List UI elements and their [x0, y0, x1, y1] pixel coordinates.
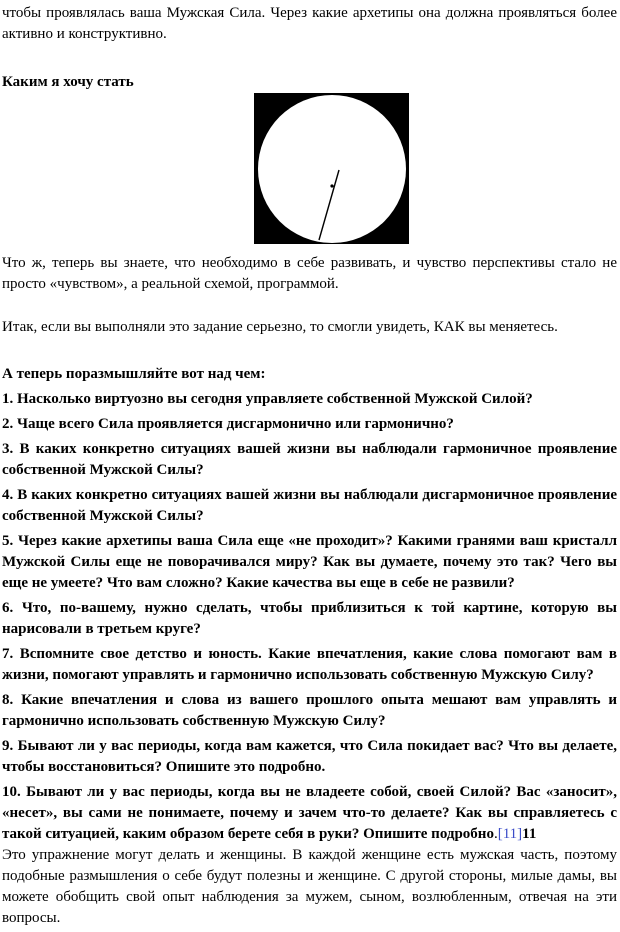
footnote-period: .: [493, 826, 498, 842]
question-7: 7. Вспомните свое детство и юность. Какие впечатления, какие слова помогают вам в жизни, помогают управлять и гармонично использовать собственную Мужскую Силу?: [2, 646, 617, 683]
intro-paragraph: чтобы проявлялась ваша Мужская Сила. Через какие архетипы она должна проявляться более активно и конструктивно.: [2, 5, 617, 42]
circle-clock-figure: [254, 93, 409, 244]
section-heading: Каким я хочу стать: [2, 74, 134, 90]
question-10: [2, 782, 617, 845]
paragraph-after-figure-1: Что ж, теперь вы знаете, что необходимо в себе развивать, и чувство перспективы стало не просто «чувством», а реальной схемой, программой.: [2, 255, 617, 292]
question-3: 3. В каких конкретно ситуациях вашей жизни вы наблюдали гармоничное проявление собственной Мужской Силы?: [2, 441, 617, 478]
question-6: 6. Что, по-вашему, нужно сделать, чтобы приблизиться к той картине, которую вы нарисовали в третьем круге?: [2, 600, 617, 637]
question-8: 8. Какие впечатления и слова из вашего прошлого опыта мешают вам управлять и гармонично использовать собственную Мужскую Силу?: [2, 692, 617, 729]
question-9: 9. Бывают ли у вас периоды, когда вам кажется, что Сила покидает вас? Что вы делаете, чтобы восстановиться? Опишите это подробно.: [2, 738, 617, 775]
question-2: 2. Чаще всего Сила проявляется дисгармонично или гармонично?: [2, 416, 454, 432]
closing-paragraph: Это упражнение могут делать и женщины. В каждой женщине есть мужская часть, поэтому подобные размышления о себе будут полезны и женщине. С другой стороны, милые дамы, вы можете обобщить свой опыт наблюдения за мужем, сыном, возлюбленным, отвечая на эти вопросы.: [2, 847, 617, 926]
question-5: 5. Через какие архетипы ваша Сила еще «не проходит»? Какими гранями ваш кристалл Мужской Силы еще не поворачивался миру? Как вы думаете, почему это так? Чего вы еще не умеете? Что вам сложно? Какие качества вы еще в себе не развили?: [2, 533, 617, 591]
question-10-text: 10. Бывают ли у вас периоды, когда вы не владеете собой, своей Силой? Вас «заносит», «несет», вы сами не понимаете, почему и зачем что-то делаете? Как вы справляетесь с такой ситуацией, каким образом берете себя в руки? Опишите подробно: [2, 784, 617, 842]
footnote-link[interactable]: [11]: [497, 826, 523, 842]
question-1: 1. Насколько виртуозно вы сегодня управляете собственной Мужской Силой?: [2, 391, 533, 407]
footnote-number: 11: [522, 826, 537, 842]
question-4: 4. В каких конкретно ситуациях вашей жизни вы наблюдали дисгармоничное проявление собственной Мужской Силы?: [2, 487, 617, 524]
paragraph-after-figure-2: Итак, если вы выполняли это задание серьезно, то смогли увидеть, КАК вы меняетесь.: [2, 319, 558, 335]
figure-container: [2, 93, 617, 244]
questions-heading: А теперь поразмышляйте вот над чем:: [2, 366, 266, 382]
